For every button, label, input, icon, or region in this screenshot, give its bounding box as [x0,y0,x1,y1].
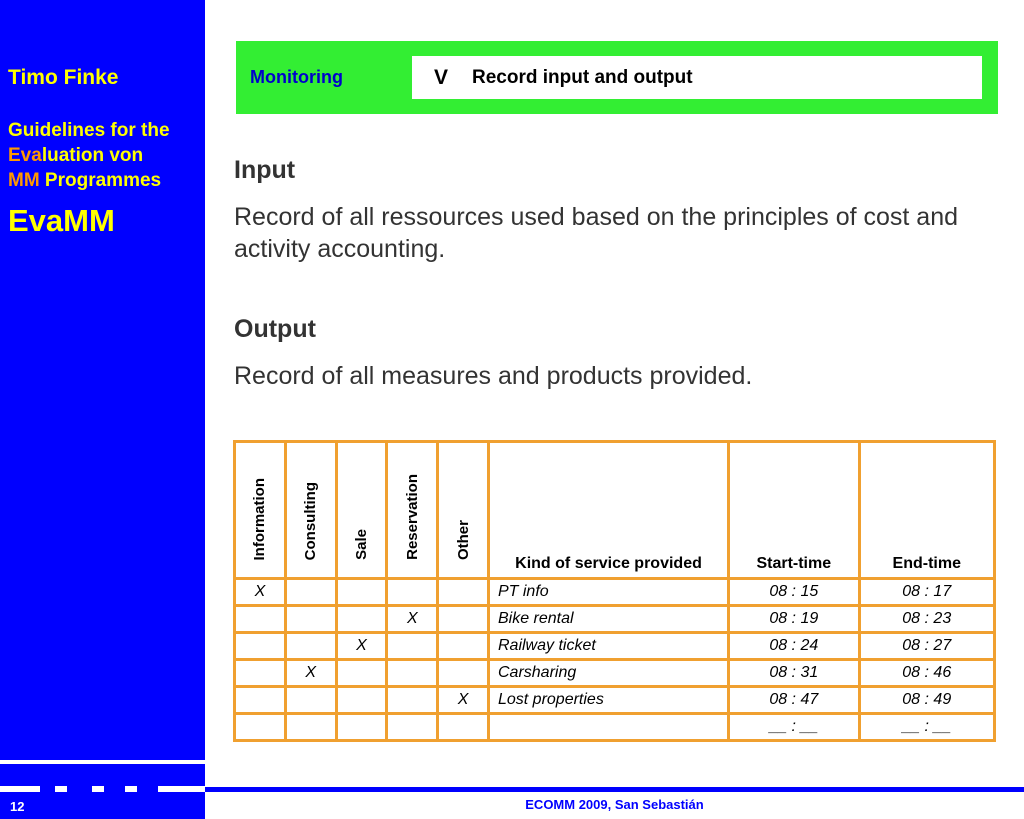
header-sale [336,442,387,579]
cell-other [438,660,489,687]
cell-consulting [285,687,336,714]
cell-reservation [387,633,438,660]
header-information-label: Information [251,477,269,560]
page-number: 12 [10,799,25,814]
cell-end-time: 08 : 49 [859,687,994,714]
cell-reservation [387,714,438,741]
cell-sale: X [336,633,387,660]
cell-sale [336,606,387,633]
author-name: Timo Finke [8,66,119,89]
cell-kind [488,714,728,741]
decorative-bar [0,760,205,764]
cell-end-time: 08 : 27 [859,633,994,660]
cell-end-time: 08 : 23 [859,606,994,633]
table-row [235,660,995,687]
header-end [859,442,994,579]
cell-sale [336,687,387,714]
table-row [235,606,995,633]
cell-end-time: 08 : 46 [859,660,994,687]
table-row [235,633,995,660]
section-title: Record input and output [472,67,693,88]
service-record-table [233,440,996,742]
cell-information [235,633,286,660]
cell-information [235,714,286,741]
cell-kind: Railway ticket [488,633,728,660]
decorative-dash [0,786,40,792]
header-information [235,442,286,579]
footer-text: ECOMM 2009, San Sebastián [525,797,704,812]
cell-kind: Bike rental [488,606,728,633]
header-end-label: End-time [892,555,961,572]
input-heading: Input [234,156,296,184]
cell-sale [336,579,387,606]
header-consulting-label: Consulting [302,481,320,560]
decorative-dash [55,786,67,792]
output-text: Record of all measures and products provided. [234,362,753,390]
header-other [438,442,489,579]
header-kind [488,442,728,579]
guidelines-eva-accent: Eva [8,145,42,166]
decorative-dash [92,786,104,792]
cell-end-time: __ : __ [859,714,994,741]
cell-information [235,606,286,633]
cell-other: X [438,687,489,714]
section-label: Monitoring [250,67,343,87]
cell-start-time: __ : __ [729,714,859,741]
cell-other [438,579,489,606]
cell-start-time: 08 : 31 [729,660,859,687]
header-reservation [387,442,438,579]
header-kind-label: Kind of service provided [515,555,702,572]
cell-kind: Carsharing [488,660,728,687]
header-start [729,442,859,579]
cell-reservation [387,687,438,714]
header-other-label: Other [454,519,472,560]
table-header-row [235,442,995,579]
table-row [235,714,995,741]
section-numeral: V [434,66,449,89]
output-heading: Output [234,315,316,343]
section-title-box [412,56,982,99]
cell-consulting: X [285,660,336,687]
cell-consulting [285,606,336,633]
cell-start-time: 08 : 19 [729,606,859,633]
cell-kind: Lost properties [488,687,728,714]
guidelines-eva-rest: luation von [41,145,144,166]
guidelines-mm-accent: MM [8,170,40,191]
cell-other [438,633,489,660]
brand-title: EvaMM [8,203,115,238]
cell-consulting [285,579,336,606]
table-row [235,687,995,714]
cell-other [438,714,489,741]
cell-kind: PT info [488,579,728,606]
header-start-label: Start-time [756,555,832,572]
header-consulting [285,442,336,579]
cell-sale [336,660,387,687]
decorative-dash [125,786,137,792]
cell-information [235,687,286,714]
guidelines-title [8,118,204,193]
footer-divider [205,787,1024,792]
guidelines-mm-rest: Programmes [39,170,162,191]
cell-end-time: 08 : 17 [859,579,994,606]
cell-start-time: 08 : 47 [729,687,859,714]
table-row [235,579,995,606]
cell-reservation [387,579,438,606]
sidebar [0,0,205,819]
input-text: Record of all ressources used based on the principles of cost and activity accounting. [234,203,959,263]
cell-information [235,660,286,687]
cell-other [438,606,489,633]
cell-sale [336,714,387,741]
cell-reservation [387,660,438,687]
cell-information: X [235,579,286,606]
cell-start-time: 08 : 15 [729,579,859,606]
cell-start-time: 08 : 24 [729,633,859,660]
decorative-dash [158,786,205,792]
header-sale-label: Sale [352,529,370,560]
cell-reservation: X [387,606,438,633]
section-header [236,41,998,114]
cell-consulting [285,714,336,741]
header-reservation-label: Reservation [403,474,421,560]
guidelines-line1: Guidelines for the [8,120,170,141]
cell-consulting [285,633,336,660]
